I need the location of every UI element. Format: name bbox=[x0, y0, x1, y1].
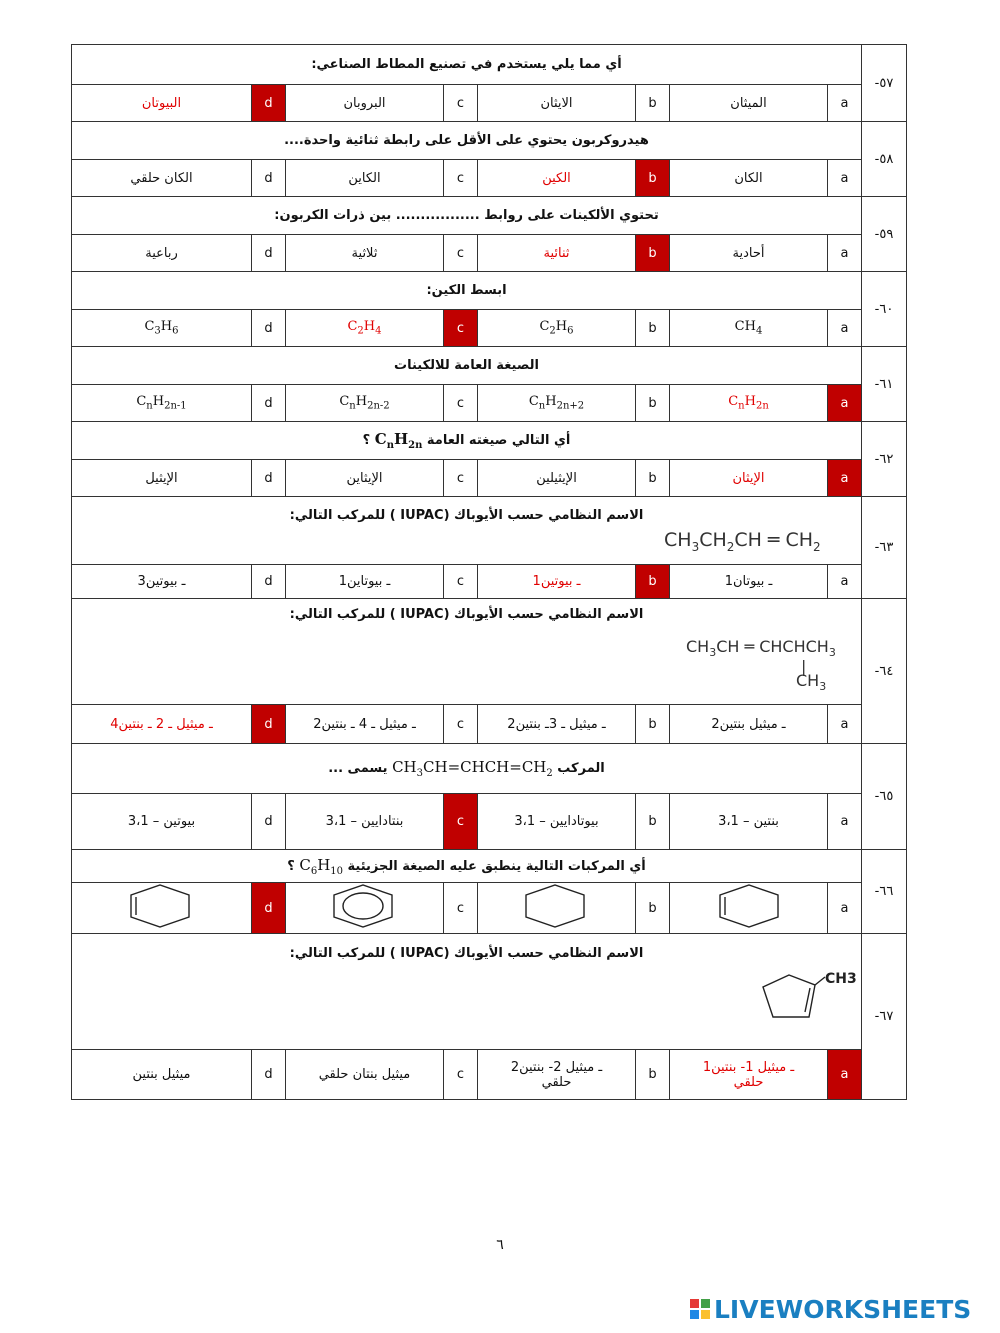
question-text: أي مما يلي يستخدم في تصنيع المطاط الصناعي: bbox=[72, 45, 862, 85]
methyl-label: CH3 bbox=[825, 971, 857, 987]
structure-figure bbox=[72, 969, 861, 1037]
letter-a[interactable]: a bbox=[828, 794, 862, 850]
option-b[interactable]: 2ـ ميثيل ـ 3ـ بنتين bbox=[478, 705, 636, 744]
letter-d[interactable]: d bbox=[252, 85, 286, 122]
option-d[interactable]: ميثيل بنتين bbox=[72, 1050, 252, 1100]
question-text: هيدروكربون يحتوي على الأقل على رابطة ثنائية واحدة.... bbox=[72, 122, 862, 160]
letter-c[interactable]: c bbox=[444, 565, 478, 599]
question-number: -٦٠ bbox=[862, 272, 907, 347]
letter-a[interactable]: a bbox=[828, 1050, 862, 1100]
question-number: -٦٥ bbox=[862, 744, 907, 850]
option-a[interactable]: $CH_4$ bbox=[670, 310, 828, 347]
question-text: تحتوي الألكينات على روابط ................. بين ذرات الكربون: bbox=[72, 197, 862, 235]
letter-d[interactable]: d bbox=[252, 385, 286, 422]
option-a[interactable]: 1ـ ميثيل 1- بنتين حلقي bbox=[670, 1050, 828, 1100]
letter-d[interactable]: d bbox=[252, 460, 286, 497]
option-c[interactable]: البروبان bbox=[286, 85, 444, 122]
option-d[interactable] bbox=[72, 883, 252, 934]
option-a[interactable]: 3،1 – بنتين bbox=[670, 794, 828, 850]
option-b[interactable]: 2ـ ميثيل 2- بنتين حلقي bbox=[478, 1050, 636, 1100]
letter-b[interactable]: b bbox=[636, 235, 670, 272]
question-text: أي التالي صيغته العامة $C_nH_{2n}$ ؟ bbox=[72, 422, 862, 460]
letter-a[interactable]: a bbox=[828, 565, 862, 599]
cyclohexene-structure-icon bbox=[714, 883, 784, 929]
option-a[interactable]: 2ـ ميثيل بنتين bbox=[670, 705, 828, 744]
question-number: -٦٣ bbox=[862, 497, 907, 599]
question-text: المركب $CH_3CH=CHCH=CH_2$ يسمى ... bbox=[72, 744, 862, 794]
letter-d[interactable]: d bbox=[252, 705, 286, 744]
letter-a[interactable]: a bbox=[828, 705, 862, 744]
question-number: -٦٢ bbox=[862, 422, 907, 497]
option-b[interactable]: 3،1 – بيوتادايين bbox=[478, 794, 636, 850]
option-d[interactable]: البيوتان bbox=[72, 85, 252, 122]
question-number: -٦١ bbox=[862, 347, 907, 422]
option-c[interactable]: ميثيل بنتان حلقي bbox=[286, 1050, 444, 1100]
option-d[interactable]: $C_nH_{2n-1}$ bbox=[72, 385, 252, 422]
question-number: -٦٤ bbox=[862, 599, 907, 744]
option-c[interactable]: $C_2H_4$ bbox=[286, 310, 444, 347]
question-text bbox=[72, 934, 862, 1050]
option-c[interactable]: ثلاثية bbox=[286, 235, 444, 272]
option-b[interactable]: الايثان bbox=[478, 85, 636, 122]
letter-c[interactable]: c bbox=[444, 310, 478, 347]
question-text: ابسط الكين: bbox=[72, 272, 862, 310]
quiz-table bbox=[71, 44, 907, 1100]
question-number: -٦٦ bbox=[862, 850, 907, 934]
letter-c[interactable]: c bbox=[444, 160, 478, 197]
option-c[interactable]: الكاين bbox=[286, 160, 444, 197]
letter-a[interactable]: a bbox=[828, 883, 862, 934]
letter-c[interactable]: c bbox=[444, 883, 478, 934]
option-b[interactable]: $C_2H_6$ bbox=[478, 310, 636, 347]
cyclohexane-structure-icon bbox=[522, 883, 592, 929]
letter-c[interactable]: c bbox=[444, 385, 478, 422]
liveworksheets-logo bbox=[690, 1294, 971, 1324]
option-c[interactable]: الإيثاين bbox=[286, 460, 444, 497]
letter-b[interactable]: b bbox=[636, 460, 670, 497]
letter-b[interactable]: b bbox=[636, 310, 670, 347]
option-d[interactable]: الإيثيل bbox=[72, 460, 252, 497]
option-a[interactable] bbox=[670, 883, 828, 934]
page-number: ٦ bbox=[496, 1237, 504, 1253]
letter-d[interactable]: d bbox=[252, 235, 286, 272]
letter-d[interactable]: d bbox=[252, 794, 286, 850]
structure-formula: $CH_3CH$ ═ $CHCHCH_3$ | $CH_3$ bbox=[686, 637, 836, 694]
option-a[interactable]: الإيثان bbox=[670, 460, 828, 497]
option-d[interactable]: $C_3H_6$ bbox=[72, 310, 252, 347]
letter-b[interactable]: b bbox=[636, 160, 670, 197]
letter-a[interactable]: a bbox=[828, 85, 862, 122]
question-text: أي المركبات التالية ينطبق عليه الصيغة الجزيئية $C_6H_{10}$ ؟ bbox=[72, 850, 862, 883]
option-a[interactable]: 1ـ بيوتان bbox=[670, 565, 828, 599]
option-c[interactable] bbox=[286, 883, 444, 934]
letter-a[interactable]: a bbox=[828, 160, 862, 197]
option-b[interactable]: الكين bbox=[478, 160, 636, 197]
option-c[interactable]: 3،1 – بنتادايين bbox=[286, 794, 444, 850]
option-d[interactable]: 4ـ ميثيل ـ 2 ـ بنتين bbox=[72, 705, 252, 744]
option-a[interactable]: الميثان bbox=[670, 85, 828, 122]
option-a[interactable]: الكان bbox=[670, 160, 828, 197]
letter-d[interactable]: d bbox=[252, 565, 286, 599]
letter-d[interactable]: d bbox=[252, 883, 286, 934]
question-number: -٥٩ bbox=[862, 197, 907, 272]
letter-c[interactable]: c bbox=[444, 794, 478, 850]
question-number: -٥٧ bbox=[862, 45, 907, 122]
logo-grid-icon bbox=[690, 1299, 710, 1319]
letter-d[interactable]: d bbox=[252, 1050, 286, 1100]
letter-b[interactable]: b bbox=[636, 385, 670, 422]
letter-a[interactable]: a bbox=[828, 310, 862, 347]
option-a[interactable]: $C_nH_{2n}$ bbox=[670, 385, 828, 422]
methylcyclopentene-structure-icon bbox=[749, 969, 859, 1033]
option-d[interactable]: 3ـ بيوتين bbox=[72, 565, 252, 599]
letter-a[interactable]: a bbox=[828, 235, 862, 272]
option-d[interactable]: رباعية bbox=[72, 235, 252, 272]
question-text: الصيغة العامة للالكينات bbox=[72, 347, 862, 385]
option-b[interactable]: ثنائية bbox=[478, 235, 636, 272]
structure-formula: $CH_3CH_2CH$ ═ $CH_2$ bbox=[664, 528, 821, 554]
letter-c[interactable]: c bbox=[444, 705, 478, 744]
benzene-structure-icon bbox=[330, 883, 400, 929]
option-b[interactable]: الإيثيلين bbox=[478, 460, 636, 497]
question-text bbox=[72, 497, 862, 565]
option-b[interactable] bbox=[478, 883, 636, 934]
question-prompt: الاسم النظامي حسب الأيوباك (IUPAC ) للمركب التالي: bbox=[289, 507, 644, 523]
option-a[interactable]: أحادية bbox=[670, 235, 828, 272]
option-d[interactable]: 3،1 – بيوتين bbox=[72, 794, 252, 850]
letter-b[interactable]: b bbox=[636, 883, 670, 934]
letter-d[interactable]: d bbox=[252, 160, 286, 197]
brand-name: LIVEWORKSHEETS bbox=[714, 1294, 972, 1324]
letter-a[interactable]: a bbox=[828, 385, 862, 422]
option-c[interactable]: 2ـ ميثيل ـ 4 ـ بنتين bbox=[286, 705, 444, 744]
letter-c[interactable]: c bbox=[444, 235, 478, 272]
letter-b[interactable]: b bbox=[636, 794, 670, 850]
question-prompt: الاسم النظامي حسب الأيوباك (IUPAC ) للمركب التالي: bbox=[289, 607, 644, 622]
letter-c[interactable]: c bbox=[444, 85, 478, 122]
letter-c[interactable]: c bbox=[444, 460, 478, 497]
letter-b[interactable]: b bbox=[636, 1050, 670, 1100]
option-b[interactable]: 1ـ بيوتين bbox=[478, 565, 636, 599]
letter-b[interactable]: b bbox=[636, 85, 670, 122]
option-c[interactable]: 1ـ بيوتاين bbox=[286, 565, 444, 599]
option-b[interactable]: $C_nH_{2n+2}$ bbox=[478, 385, 636, 422]
letter-b[interactable]: b bbox=[636, 565, 670, 599]
letter-c[interactable]: c bbox=[444, 1050, 478, 1100]
question-number: -٦٧ bbox=[862, 934, 907, 1100]
option-d[interactable]: الكان حلقي bbox=[72, 160, 252, 197]
question-text bbox=[72, 599, 862, 705]
cyclohexene-structure-icon bbox=[127, 883, 197, 929]
option-c[interactable]: $C_nH_{2n-2}$ bbox=[286, 385, 444, 422]
letter-b[interactable]: b bbox=[636, 705, 670, 744]
letter-d[interactable]: d bbox=[252, 310, 286, 347]
question-number: -٥٨ bbox=[862, 122, 907, 197]
question-prompt: الاسم النظامي حسب الأيوباك (IUPAC ) للمركب التالي: bbox=[289, 946, 644, 961]
letter-a[interactable]: a bbox=[828, 460, 862, 497]
